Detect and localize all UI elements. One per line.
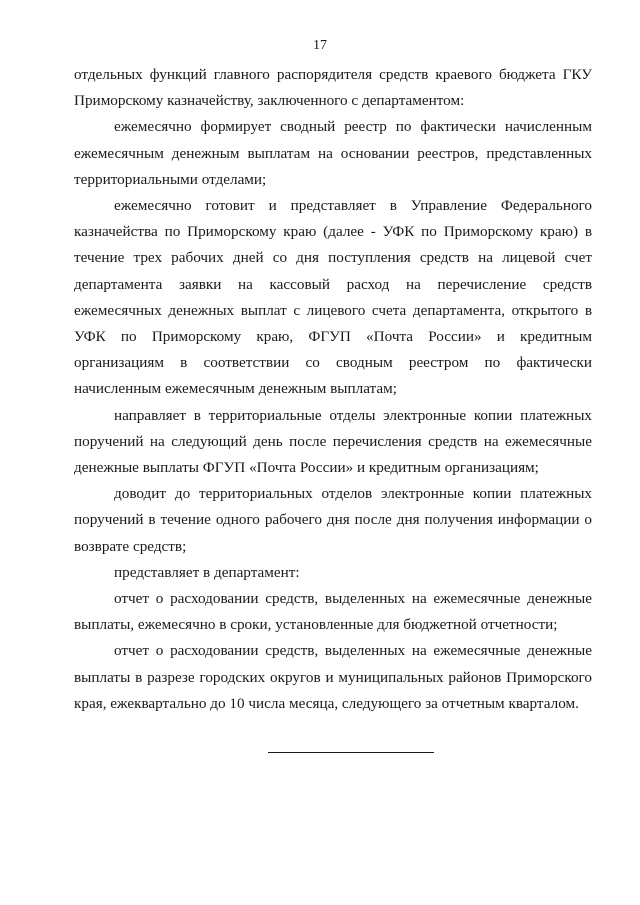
body-text <box>74 62 592 717</box>
closing-separator-line <box>268 752 434 753</box>
paragraph-monthly-register: ежемесячно формирует сводный реестр по фактически начисленным ежемесячным денежным выплатам на основании реестров, представленных территориальными отделами; <box>74 118 592 188</box>
paragraph-payment-orders: направляет в территориальные отделы электронные копии платежных поручений на следующий день после перечисления средств на ежемесячные денежные выплаты ФГУП «Почта России» и кредитным организациям; <box>74 406 592 477</box>
paragraph-refund-info: доводит до территориальных отделов электронные копии платежных поручений в течение одного рабочего дня после дня получения информации о возврате средств; <box>74 485 592 555</box>
paragraph-reports-intro: представляет в департамент: <box>114 563 300 581</box>
paragraph-quarterly-report: отчет о расходовании средств, выделенных на ежемесячные денежные выплаты в разрезе городских округов и муниципальных районов Приморского края, ежеквартально до 10 числа месяца, следующего за отчетным кварталом. <box>74 642 592 712</box>
paragraph-monthly-application: ежемесячно готовит и представляет в Управление Федерального казначейства по Приморскому краю (далее - УФК по Приморскому краю) в течение трех рабочих дней со дня поступления средств на лицевой счет департамента заявки на кассовый расход на перечисление средств ежемесячных денежных выплат с лицевого счета департамента, открытого в УФК по Приморскому краю, ФГУП «Почта России» и кредитным организациям в соответствии со сводным реестром по фактически начисленным ежемесячным денежным выплатам; <box>74 197 592 398</box>
page-number: 17 <box>313 38 327 53</box>
paragraph-continuation: отдельных функций главного распорядителя средств краевого бюджета ГКУ Приморскому казначейству, заключенного с департаментом: <box>74 66 592 110</box>
paragraph-monthly-report: отчет о расходовании средств, выделенных на ежемесячные денежные выплаты, ежемесячно в сроки, установленные для бюджетной отчетности; <box>74 590 592 634</box>
